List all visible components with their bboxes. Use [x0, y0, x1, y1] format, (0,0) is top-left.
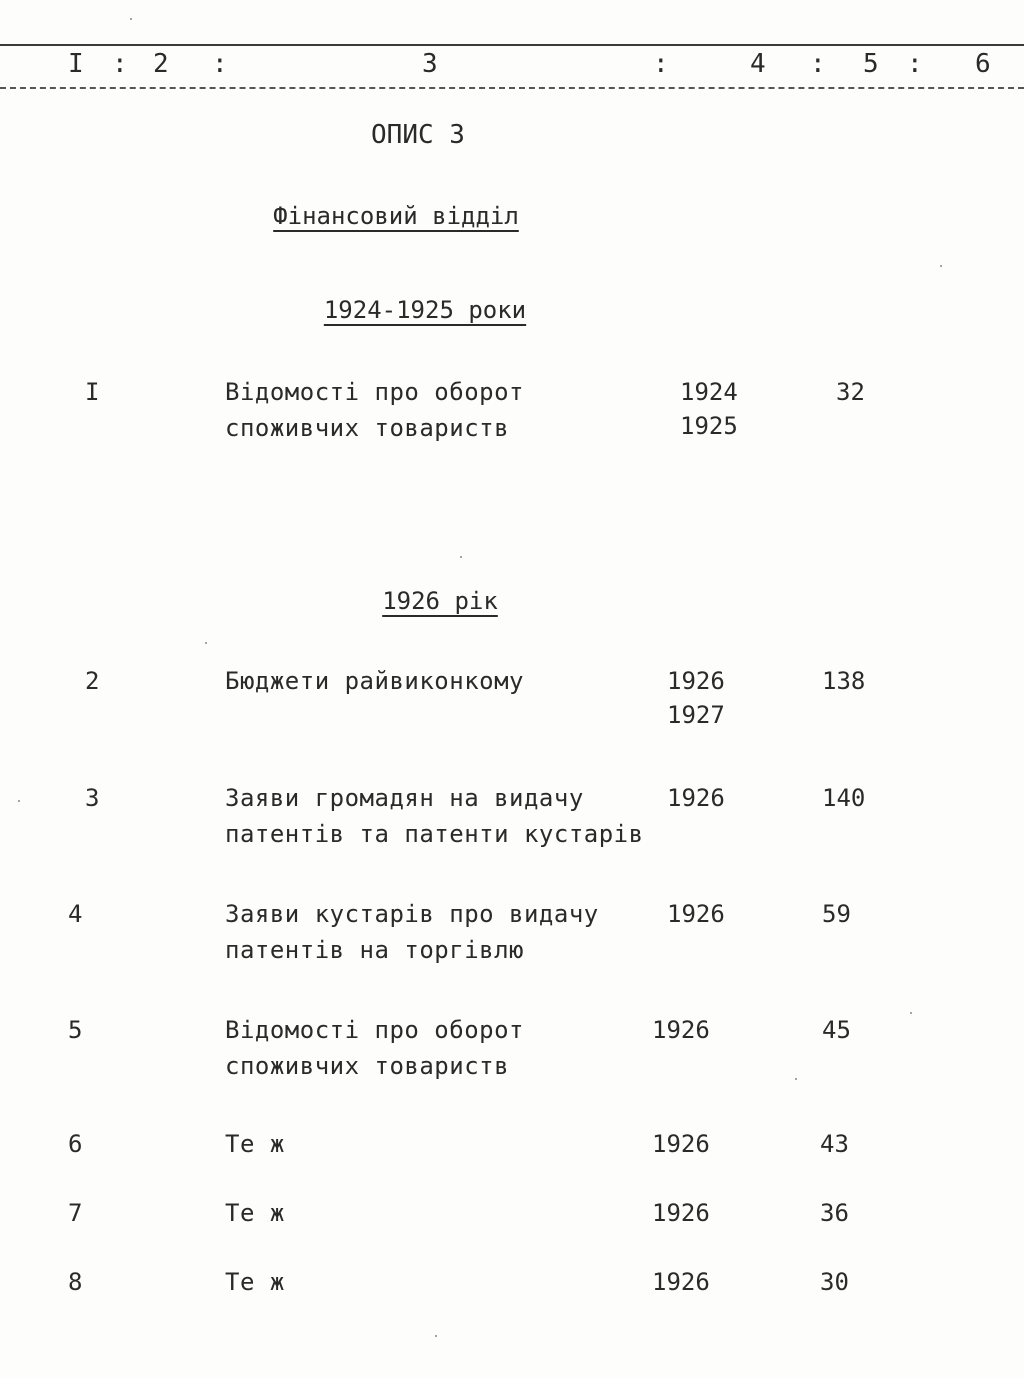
row-sheets: 36: [820, 1199, 849, 1227]
header-bottom-rule: [0, 87, 1024, 89]
row-sheets: 30: [820, 1268, 849, 1296]
row-number: 3: [85, 784, 100, 812]
row-description: Заяви громадян на видачу патентів та патенти кустарів: [225, 784, 644, 848]
row-number: 7: [68, 1199, 83, 1227]
column-2-header: 2: [153, 49, 169, 79]
scan-speck: [435, 1335, 437, 1337]
column-1-header: I: [68, 49, 84, 79]
row-year: 1926: [652, 1130, 710, 1158]
row-description: Те ж: [225, 1130, 285, 1158]
column-separator: :: [112, 49, 128, 79]
row-year: 1924: [680, 378, 738, 406]
row-sheets: 59: [822, 900, 851, 928]
column-5-header: 5: [863, 49, 879, 79]
row-description: Те ж: [225, 1199, 285, 1227]
department-heading: Фінансовий відділ: [273, 202, 519, 230]
row-number: 8: [68, 1268, 83, 1296]
section-heading: 1924-1925 роки: [323, 296, 527, 324]
row-year: 1926: [667, 667, 725, 695]
row-number: 6: [68, 1130, 83, 1158]
scan-speck: [130, 18, 132, 20]
column-separator: :: [907, 49, 923, 79]
column-4-header: 4: [750, 49, 766, 79]
row-year: 1927: [667, 701, 725, 729]
row-description: Відомості про оборот споживчих товариств: [225, 1016, 524, 1080]
row-sheets: 43: [820, 1130, 849, 1158]
row-year: 1926: [667, 784, 725, 812]
row-number: 4: [68, 900, 83, 928]
row-year: 1926: [667, 900, 725, 928]
row-year: 1925: [680, 412, 738, 440]
scan-speck: [18, 800, 20, 802]
row-description: Те ж: [225, 1268, 285, 1296]
row-sheets: 45: [822, 1016, 851, 1044]
row-year: 1926: [652, 1016, 710, 1044]
row-number: I: [85, 378, 100, 406]
row-description: Відомості про оборот споживчих товариств: [225, 378, 524, 442]
scan-speck: [940, 265, 942, 267]
column-6-header: 6: [975, 49, 991, 79]
row-number: 2: [85, 667, 100, 695]
scan-speck: [460, 556, 462, 558]
scan-speck: [795, 1078, 797, 1080]
inventory-title: ОПИС 3: [371, 120, 465, 150]
row-sheets: 32: [836, 378, 865, 406]
row-sheets: 140: [822, 784, 866, 812]
row-description: Бюджети райвиконкому: [225, 667, 524, 695]
column-3-header: 3: [422, 49, 438, 79]
column-separator: :: [653, 49, 669, 79]
scan-speck: [910, 1012, 912, 1014]
row-sheets: 138: [822, 667, 866, 695]
column-separator: :: [810, 49, 826, 79]
row-year: 1926: [652, 1199, 710, 1227]
section-heading: 1926 рік: [382, 587, 498, 615]
row-description: Заяви кустарів про видачу патентів на торгівлю: [225, 900, 599, 964]
scan-speck: [205, 642, 207, 644]
column-separator: :: [212, 49, 228, 79]
row-number: 5: [68, 1016, 83, 1044]
row-year: 1926: [652, 1268, 710, 1296]
